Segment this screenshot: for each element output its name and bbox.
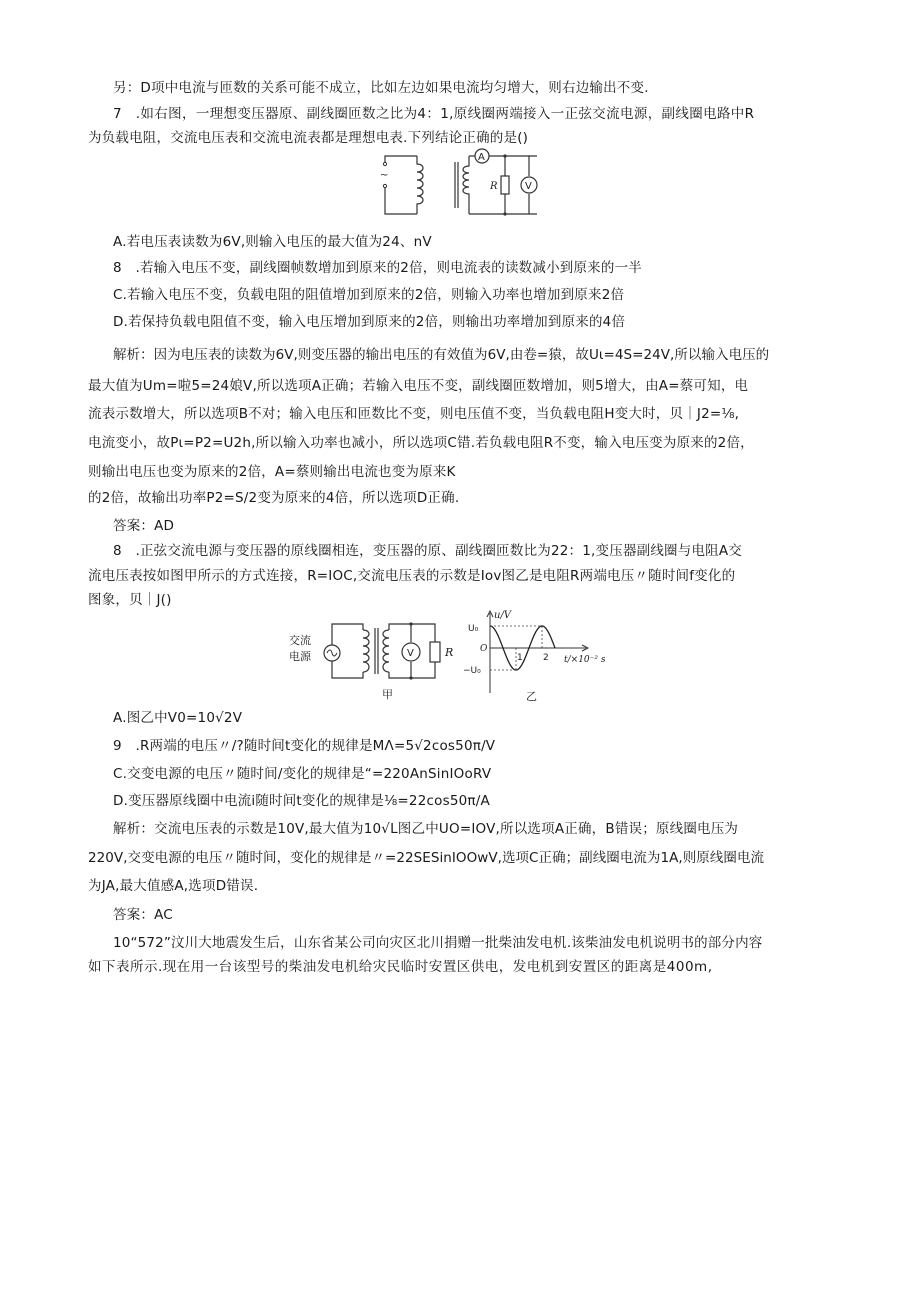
option-c: C.交变电源的电压〃随时间/变化的规律是“=220AnSinIOoRV	[113, 766, 492, 782]
secondary-coil	[383, 630, 389, 672]
question-8-stem-cont: 图象，贝｜J()	[88, 592, 172, 608]
option-d: D.变压器原线圈中电流i随时间t变化的规律是⅛=22cos50π∕A	[113, 793, 490, 809]
option-b: 9 .R两端的电压〃/?随时间t变化的规律是MΛ=5√2cos50π∕V	[113, 738, 496, 754]
analysis-text: 则输出电压也变为原来的2倍，A=蔡则输出电流也变为原来K	[88, 464, 456, 480]
question-8-stem-cont: 流电压表按如图甲所示的方式连接，R=IOC,交流电压表的示数是Iov图乙是电阻R两端电压〃随时间f变化的	[88, 568, 736, 584]
text-line: 另：D项中电流与匝数的关系可能不成立，比如左边如果电流均匀增大，则右边输出不变.	[113, 80, 649, 96]
figure-caption-jia: 甲	[382, 688, 393, 701]
question-7-stem-cont: 为负载电阻，交流电压表和交流电流表都是理想电表.下列结论正确的是()	[88, 130, 529, 146]
question-10-stem: 10“572”汶川大地震发生后，山东省某公司向灾区北川捐赠一批柴油发电机.该柴油发电机说明书的部分内容	[113, 935, 763, 951]
resistor-r	[501, 176, 509, 194]
analysis-text: 最大值为Um=啦5=24娘V,所以选项A正确；若输入电压不变，副线圈匝数增加，则5增大，由A=蔡可知，电	[88, 378, 749, 394]
voltmeter-label: V	[525, 181, 532, 192]
ac-source-symbol: ~	[380, 170, 389, 181]
question-7-stem: 7 .如右图，一理想变压器原、副线圈匝数之比为4：1,原线圈两端接入一正弦交流电源，副线圈电路中R	[113, 106, 755, 122]
primary-coil	[417, 156, 423, 214]
circuit-jia-figure	[287, 616, 452, 702]
analysis-text: 为JA,最大值感A,选项D错误.	[88, 878, 259, 894]
figure-caption-yi: 乙	[526, 690, 537, 703]
analysis-text: 电流变小，故Pι=P2=U2h,所以输入功率也减小，所以选项C错.若负载电阻R不变，输入电压变为原来的2倍，	[88, 435, 754, 451]
option-d: D.若保持负载电阻值不变，输入电压增加到原来的2倍，则输出功率增加到原来的4倍	[113, 314, 626, 330]
x-axis-label: t/×10⁻² s	[564, 655, 606, 665]
question-8-stem: 8 .正弦交流电源与变压器的原线圈相连，变压器的原、副线圈匝数比为22：1,变压器副线圈与电阻A交	[113, 543, 742, 559]
y-max-label: U₀	[468, 624, 479, 634]
x-tick-label: 1	[517, 653, 523, 663]
ammeter-label: A	[478, 152, 485, 163]
analysis-text: 220V,交变电源的电压〃随时间，变化的规律是〃=22SESinIOOwV,选项C正确；副线圈电流为1A,则原线圈电流	[88, 850, 765, 866]
y-axis-label: u/V	[494, 610, 512, 621]
y-min-label: −U₀	[463, 666, 481, 676]
analysis-text: 解析：交流电压表的示数是10V,最大值为10√L图乙中UO=IOV,所以选项A正确，B错误；原线圈电压为	[113, 821, 739, 837]
primary-wire-top	[385, 156, 417, 164]
x-tick-label: 2	[543, 653, 549, 663]
option-a: A.若电压表读数为6V,则输入电压的最大值为24、nV	[113, 234, 432, 250]
ac-source-label-line1: 交流	[289, 634, 311, 647]
voltage-time-graph	[458, 607, 618, 703]
answer-label: 答案：AC	[113, 907, 173, 923]
resistor-label: R	[490, 181, 498, 192]
origin-label: O	[480, 644, 488, 654]
resistor-r	[430, 642, 440, 662]
primary-coil	[363, 630, 369, 672]
analysis-text: 解析：因为电压表的读数为6V,则变压器的输出电压的有效值为6V,由卷=猿，故Uι=4S=24V,所以输入电压的	[113, 347, 770, 363]
analysis-text: 流表示数增大，所以选项B不对；输入电压和匝数比不变，则电压值不变，当负载电阻H变大时，贝｜J2=⅛,	[88, 406, 740, 422]
analysis-text: 的2倍，故输出功率P2=S∕2变为原来的4倍，所以选项D正确.	[88, 490, 460, 506]
transformer-circuit-figure	[377, 152, 542, 222]
ac-source-label-line2: 电源	[289, 650, 311, 663]
question-10-stem-cont: 如下表所示.现在用一台该型号的柴油发电机给灾民临时安置区供电，发电机到安置区的距离是400m,	[88, 959, 713, 975]
primary-wire-bottom	[385, 186, 417, 214]
option-c: C.若输入电压不变，负载电阻的阻值增加到原来的2倍，则输入功率也增加到原来2倍	[113, 287, 625, 303]
resistor-label: R	[445, 646, 454, 659]
option-b: 8 .若输入电压不变，副线圈帧数增加到原来的2倍，则电流表的读数减小到原来的一半	[113, 260, 642, 276]
answer-label: 答案：AD	[113, 518, 175, 534]
voltmeter-label: V	[407, 648, 414, 659]
option-a: A.图乙中V0=10√2V	[113, 710, 243, 726]
secondary-coil	[463, 156, 469, 214]
